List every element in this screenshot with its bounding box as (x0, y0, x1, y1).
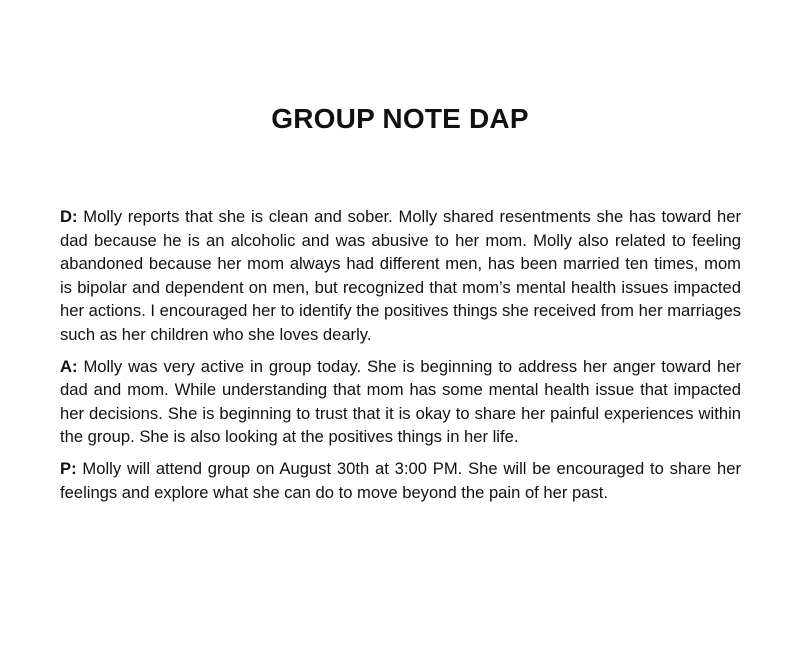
plan-text: Molly will attend group on August 30th at 3:00 PM. She will be encouraged to share her feelings and explore what she can do to move beyond the pain of her past. (60, 458, 741, 502)
data-label: D: (60, 207, 78, 226)
assessment-section (60, 355, 741, 449)
data-section (60, 205, 741, 347)
plan-label: P: (60, 458, 77, 478)
assessment-label: A: (60, 356, 78, 376)
data-text: Molly reports that she is clean and sober. Molly shared resentments she has toward her dad because he is an alcoholic and was abusive to her mom. Molly also related to feeling abandoned because her mom always had different men, has been married ten times, mom is bipolar and dependent on men, but recognized that mom’s mental health issues impacted her actions. I encouraged her to identify the positives things she received from her marriages such as her children who she loves dearly. (60, 207, 741, 344)
plan-section (60, 457, 741, 504)
note-body (60, 205, 741, 512)
document-title: GROUP NOTE DAP (271, 103, 529, 134)
assessment-text: Molly was very active in group today. She is beginning to address her anger toward her dad and mom. While understanding that mom has some mental health issue that impacted her decisions. She is beginning to trust that it is okay to share her painful experiences within the group. She is also looking at the positives things in her life. (60, 356, 741, 447)
